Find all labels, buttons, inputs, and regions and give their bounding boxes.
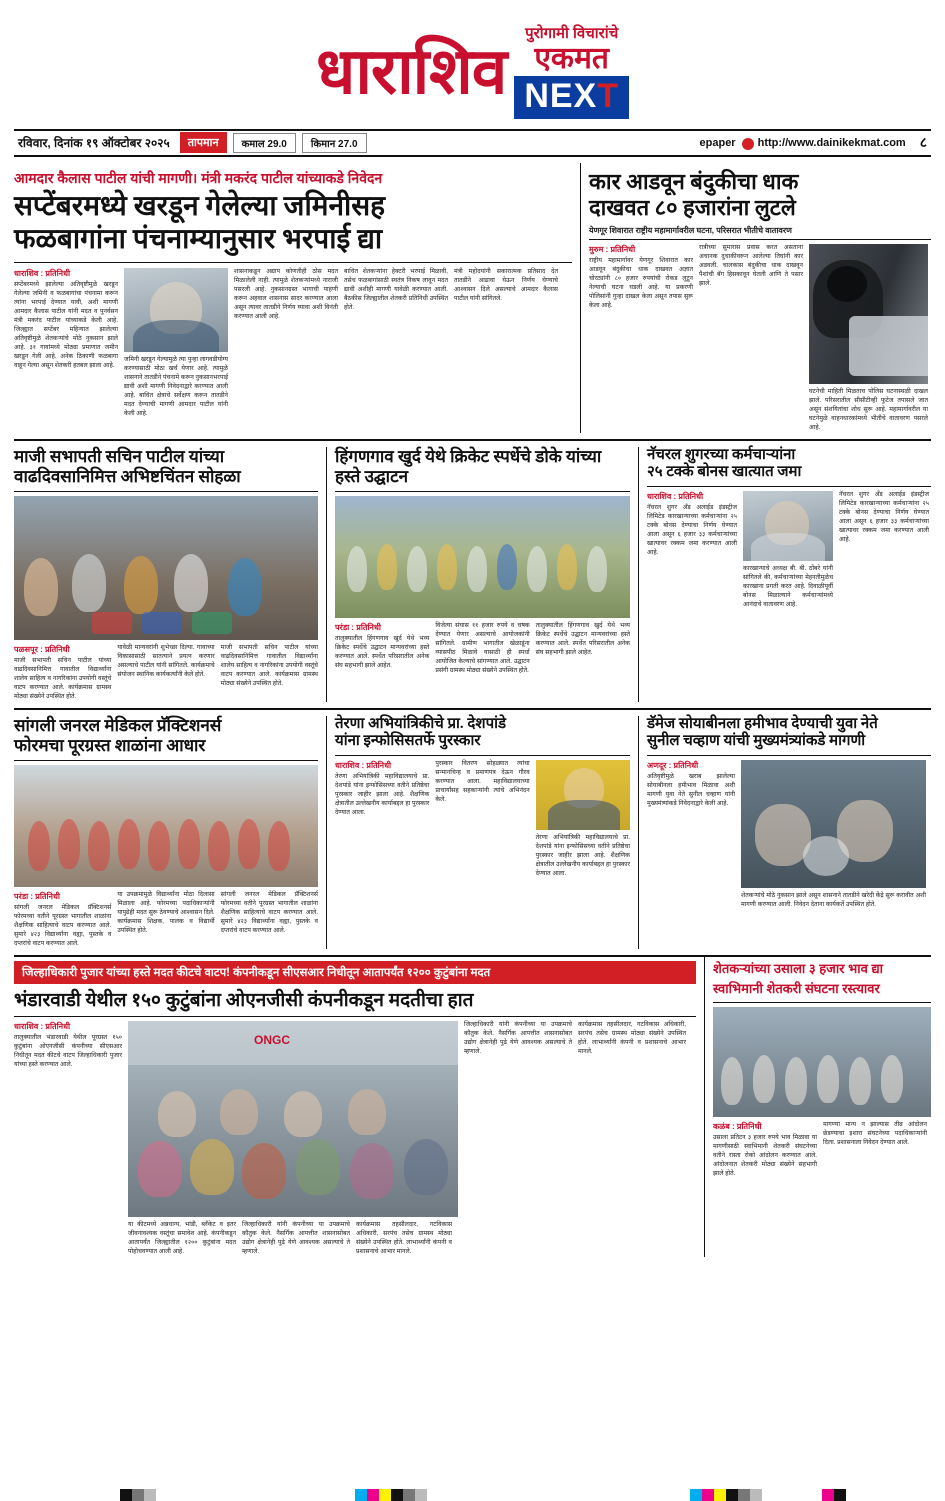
top-right-column-2 <box>699 244 803 433</box>
section-medical-column-1 <box>14 891 111 949</box>
bottom-right-article <box>704 957 931 1257</box>
temperature-max-label: कमाल <box>241 138 265 150</box>
lead-column-3 <box>234 268 338 419</box>
masthead-subtitle-large: एकमत <box>534 41 610 75</box>
bottom-column-2 <box>128 1221 236 1257</box>
lead-divider <box>14 262 572 263</box>
temperature-min <box>302 133 367 153</box>
section-bonus <box>638 447 931 702</box>
section-bonus-divider <box>647 486 931 487</box>
bottom-text-5: जिल्हाधिकारी यांनी कंपनीच्या या उपक्रमाचे कौतुक केले. नैसर्गिक आपत्तीत शासनासोबत उद्योग क्षेत्रानेही पुढे येणे आवश्यक असल्याचे ते म्हणाले. <box>464 1021 572 1055</box>
section-bonus-columns <box>647 491 931 610</box>
bottom-red-banner: जिल्हाधिकारी पुजार यांच्या हस्ते मदत कीटचे वाटप! कंपनीकडून सीएसआर निधीतून आतापर्यंत १२०० कुटुंबांना मदत <box>14 961 696 984</box>
bottom-column-1 <box>14 1021 122 1257</box>
section-soybean <box>638 716 931 949</box>
lead-text-3: शासनाकडून अद्याप कोणतीही ठोस मदत मिळालेली नाही. त्यामुळे शेतकऱ्यांमध्ये नाराजी पसरली आहे. नुकसानग्रस्त भागाची पाहणी करून अहवाल शासनास सादर करण्यात आला असून त्यावर तातडीने निर्णय घ्यावा अशी विनंती करण्यात आली आहे. <box>234 267 338 320</box>
section-medical-column-3 <box>221 891 318 949</box>
section-medical-headline-line1: सांगली जनरल मेडिकल प्रॅक्टिशनर्स <box>14 715 222 735</box>
section-birthday-photo <box>14 496 318 640</box>
next-logo-x: T <box>597 76 620 115</box>
middle-row-1 <box>14 441 931 702</box>
section-cricket-column-2 <box>435 622 529 676</box>
section-award-byline: धाराशिव : प्रतिनिधी <box>335 760 392 770</box>
bottom-right-divider <box>713 1002 931 1003</box>
bottom-columns <box>14 1021 696 1257</box>
top-right-headline-line1: कार आडवून बंदुकीचा धाक <box>589 168 799 194</box>
section-soybean-column-2 <box>741 760 926 910</box>
lead-column-1 <box>14 268 118 419</box>
section-birthday-headline-line1: माजी सभापती सचिन पाटील यांच्या <box>14 446 225 466</box>
temperature-max-value: 29.0 <box>267 138 287 150</box>
top-right-subhead: येणगूर शिवारात राष्ट्रीय महामार्गावरील घटना, परिसरात भीतीचे वातावरण <box>589 225 792 235</box>
section-medical-photo <box>14 765 318 887</box>
bottom-column-photo <box>128 1021 458 1257</box>
section-award-text-3: तेरणा अभियांत्रिकी महाविद्यालयाचे प्रा. देशपांडे यांना इन्फोसिसच्या वतीने प्रतिष्ठेचा पुरस्कार जाहीर झाला आहे. शैक्षणिक क्षेत्रातील उल्लेखनीय कार्याबद्दल हा पुरस्कार देण्यात आला. <box>535 833 630 877</box>
section-birthday-column-2 <box>117 644 214 702</box>
section-award-column-1 <box>335 760 429 879</box>
masthead-logo-group <box>514 26 629 119</box>
middle-row-2 <box>14 710 931 949</box>
section-cricket-text-1: तालुक्यातील हिंगणगाव खुर्द येथे भव्य क्रिकेट स्पर्धेचे उद्घाटन मान्यवरांच्या हस्ते करण्यात आले. स्पर्धेत परिसरातील अनेक संघ सहभागी झाले आहेत. <box>335 634 430 669</box>
section-birthday-text-2: यावेळी मान्यवरांनी शुभेच्छा दिल्या. गावाच्या विकासासाठी सातत्याने प्रयत्न करणार असल्याचे पाटील यांनी सांगितले. कार्यक्रमाचे संयोजन स्थानिक कार्यकर्त्यांनी केले होते. <box>117 643 215 678</box>
section-soybean-photo <box>741 760 926 888</box>
bottom-row <box>14 957 931 1257</box>
section-award-column-3 <box>536 760 630 879</box>
reg-seg-center <box>315 1489 630 1501</box>
section-soybean-columns <box>647 760 931 910</box>
masthead-title: धाराशिव <box>315 36 507 108</box>
section-cricket-column-3 <box>536 622 630 676</box>
section-soybean-headline-line2: सुनील चव्हाण यांची मुख्यमंत्र्यांकडे मागणी <box>647 733 866 750</box>
masthead-subtitle-small: पुरोगामी विचारांचे <box>525 25 619 42</box>
section-birthday-column-3 <box>221 644 318 702</box>
ongc-logo: ONGC <box>254 1033 290 1048</box>
lead-text-5: मंत्री महोदयांनी सकारात्मक प्रतिसाद देत तातडीने आढावा घेऊन निर्णय घेण्याचे आश्वासन दिले असल्याचे आमदार कैलास पाटील यांनी सांगितले. <box>454 267 558 302</box>
bottom-text-6: कार्यक्रमास तहसीलदार, गटविकास अधिकारी, सरपंच तसेच ग्रामस्थ मोठ्या संख्येने उपस्थित होते. लाभार्थ्यांनी कंपनी व प्रशासनाचे आभार मानले. <box>578 1021 686 1055</box>
section-birthday-headline-line2: वाढदिवसानिमित्त अभिष्टचिंतन सोहळा <box>14 466 241 486</box>
section-bonus-headline-line2: २५ टक्के बोनस खात्यात जमा <box>647 464 802 481</box>
website-url[interactable]: http://www.dainikekmat.com <box>757 136 906 149</box>
bottom-photo-sub-columns <box>128 1221 458 1257</box>
globe-icon <box>742 138 754 150</box>
section-award-divider <box>335 755 630 756</box>
section-medical-divider <box>14 760 318 761</box>
temperature-min-label: किमान <box>310 138 336 150</box>
section-birthday-text-3: माजी सभापती सचिन पाटील यांच्या वाढदिवसानिमित्त गावातील विद्यार्थ्यांना शालेय साहित्य व नागरिकांना उपयोगी वस्तूंचे वाटप करण्यात आले. कार्यक्रमास ग्रामस्थ मोठ्या संख्येने उपस्थित होते. <box>220 643 318 687</box>
top-right-divider <box>589 239 931 240</box>
bottom-text-3: जिल्हाधिकारी यांनी कंपनीच्या या उपक्रमाचे कौतुक केले. नैसर्गिक आपत्तीत शासनासोबत उद्योग क्षेत्रानेही पुढे येणे आवश्यक असल्याचे ते म्हणाले. <box>242 1221 350 1255</box>
section-award <box>326 716 638 949</box>
temperature-label: तापमान <box>180 132 227 153</box>
top-right-headline-line2: दाखवत ८० हजारांना लुटले <box>589 194 796 220</box>
bottom-right-columns <box>713 1121 931 1179</box>
section-bonus-column-1 <box>647 491 737 610</box>
section-cricket-byline: परंडा : प्रतिनिधी <box>335 622 381 632</box>
bottom-column-6 <box>578 1021 686 1257</box>
section-birthday <box>14 447 326 702</box>
bottom-text-4: कार्यक्रमास तहसीलदार, गटविकास अधिकारी, सरपंच तसेच ग्रामस्थ मोठ्या संख्येने उपस्थित होते. लाभार्थ्यांनी कंपनी व प्रशासनाचे आभार मानले. <box>356 1221 452 1255</box>
section-birthday-divider <box>14 491 318 492</box>
section-cricket <box>326 447 638 702</box>
lead-column-5 <box>454 268 558 419</box>
bottom-byline: धाराशिव : प्रतिनिधी <box>14 1022 71 1032</box>
top-right-article <box>580 163 931 433</box>
page-number: ८ <box>919 134 927 151</box>
bottom-column-4 <box>356 1221 452 1257</box>
section-birthday-column-1 <box>14 644 111 702</box>
section-bonus-photo-portrait <box>743 491 833 561</box>
bottom-right-column-1 <box>713 1121 817 1179</box>
lead-article <box>14 163 580 433</box>
bottom-photo-distribution <box>128 1021 458 1217</box>
lead-column-2 <box>124 268 228 419</box>
section-cricket-headline: हिंगणगाव खुर्द येथे क्रिकेट स्पर्धेचे डोके यांच्या हस्ते उद्घाटन <box>335 446 602 486</box>
bottom-column-3 <box>242 1221 350 1257</box>
section-award-headline-line2: यांना इन्फोसिसतर्फे पुरस्कार <box>335 733 481 750</box>
section-birthday-byline: पळसपूर : प्रतिनिधी <box>14 644 70 654</box>
section-bonus-text-1: नॅचरल शुगर अँड अलाईड इंडस्ट्रीज लिमिटेड कारखान्याच्या कर्मचाऱ्यांना २५ टक्के बोनस देण्याचा निर्णय घेण्यात आला असून ६ हजार ३३ कर्मचाऱ्यांच्या खात्यावर रक्कम जमा करण्यात आली आहे. <box>647 503 737 556</box>
section-birthday-columns <box>14 644 318 702</box>
bottom-right-kicker-line1: शेतकऱ्यांच्या उसाला ३ हजार भाव द्या <box>713 960 884 976</box>
top-right-photo-car-robbery <box>809 244 928 384</box>
section-bonus-text-2: कारखान्याचे अध्यक्ष बी. बी. ठोंबरे यांनी सांगितले की, कर्मचाऱ्यांच्या मेहनतीमुळेच कारखाना प्रगती करत आहे. दिवाळीपूर्वी बोनस मिळाल्याने कर्मचाऱ्यांमध्ये आनंदाचे वातावरण आहे. <box>743 564 833 608</box>
bottom-right-column-2 <box>823 1121 927 1179</box>
lead-text-1: सप्टेंबरमध्ये झालेल्या अतिवृष्टीमुळे खरडून गेलेल्या जमिनी व फळबागांचा पंचनामा करून त्यांना भरपाई देण्यात यावी, अशी मागणी आमदार कैलास पाटील यांनी मदत व पुनर्वसन मंत्री मकरंद पाटील यांच्याकडे केली आहे. जिल्ह्यात सप्टेंबर महिन्यात झालेल्या अतिवृष्टीमुळे शेतकऱ्यांचे मोठे नुकसान झाले आहे. ३१ गावांमध्ये मोठ्या प्रमाणात जमीन खरडून गेली आहे. अनेक ठिकाणी फळबागा वाहून गेल्या असून शेतकरी हतबल झाला आहे. <box>14 280 118 369</box>
section-bonus-text-3: नॅचरल शुगर अँड अलाईड इंडस्ट्रीज लिमिटेड कारखान्याच्या कर्मचाऱ्यांना २५ टक्के बोनस देण्याचा निर्णय घेण्यात आला असून ६ हजार ३३ कर्मचाऱ्यांच्या खात्यावर रक्कम जमा करण्यात आली आहे. <box>839 490 929 543</box>
section-medical-columns <box>14 891 318 949</box>
section-cricket-text-2: विजेत्या संघास ११ हजार रुपये व चषक देण्यात येणार असल्याचे आयोजकांनी सांगितले. ग्रामीण भागातील खेळाडूंना व्यासपीठ मिळावे यासाठी ही स्पर्धा आयोजित केल्याचे सांगण्यात आले. उद्घाटन प्रसंगी ग्रामस्थ मोठ्या संख्येने उपस्थित होते. <box>435 621 530 674</box>
section-award-column-2 <box>435 760 529 879</box>
section-award-photo-portrait <box>536 760 630 830</box>
lead-byline: धाराशिव : प्रतिनिधी <box>14 268 71 278</box>
section-bonus-byline: धाराशिव : प्रतिनिधी <box>647 491 704 501</box>
section-medical-column-2 <box>117 891 214 949</box>
lead-headline-line1: सप्टेंबरमध्ये खरडून गेलेल्या जमिनीसह <box>14 190 386 222</box>
lead-photo-portrait <box>124 268 228 352</box>
section-cricket-columns <box>335 622 630 676</box>
lead-text-2: जमिनी खरडून गेल्यामुळे त्या पुन्हा लागवडीयोग्य करण्यासाठी मोठा खर्च येणार आहे. त्यामुळे शासनाने तातडीने पंचनामे करून नुकसानभरपाई द्यावी अशी मागणी निवेदनाद्वारे करण्यात आली आहे. बाधित क्षेत्राचे सर्वेक्षण करून तातडीने मदत देण्याची मागणी आमदार पाटील यांनी केली आहे. <box>124 355 228 417</box>
lead-kicker: आमदार कैलास पाटील यांची मागणी। मंत्री मकरंद पाटील यांच्याकडे निवेदन <box>14 169 383 186</box>
section-soybean-text-1: अतिवृष्टीमुळे खराब झालेल्या सोयाबीनला हमीभाव मिळावा अशी मागणी युवा नेते सुनील चव्हाण यांनी मुख्यमंत्र्यांकडे निवेदनाद्वारे केली आहे. <box>647 772 735 807</box>
temperature-min-value: 27.0 <box>338 138 358 150</box>
section-medical-forum <box>14 716 326 949</box>
reg-seg-right <box>630 1489 945 1501</box>
bottom-right-text-1: उसाला प्रतिटन ३ हजार रुपये भाव मिळावा या मागणीसाठी स्वाभिमानी शेतकरी संघटनेच्या वतीने रास्ता रोको आंदोलन करण्यात आले. आंदोलनात शेतकरी मोठ्या संख्येने सहभागी झाले होते. <box>713 1133 817 1177</box>
bottom-right-photo-protest <box>713 1007 931 1117</box>
top-right-text-3: घटनेची माहिती मिळताच पोलिस घटनास्थळी दाखल झाले. परिसरातील सीसीटीव्ही फुटेज तपासले जात असून संशयितांचा शोध सुरू आहे. महामार्गावरील या घटनेमुळे वाहनधारकांमध्ये भीतीचे वातावरण पसरले आहे. <box>809 387 928 431</box>
lead-columns <box>14 268 572 419</box>
info-bar <box>14 129 931 157</box>
section-award-text-2: पुरस्कार वितरण सोहळ्यात त्यांचा सन्मानचिन्ह व प्रमाणपत्र देऊन गौरव करण्यात आला. महाविद्यालयाच्या प्राचार्यांसह सहकाऱ्यांनी त्यांचे अभिनंदन केले. <box>435 759 530 803</box>
top-row <box>14 163 931 433</box>
section-award-columns <box>335 760 630 879</box>
section-cricket-text-3: तालुक्यातील हिंगणगाव खुर्द येथे भव्य क्रिकेट स्पर्धेचे उद्घाटन मान्यवरांच्या हस्ते करण्यात आले. स्पर्धेत परिसरातील अनेक संघ सहभागी झाले आहेत. <box>535 621 630 656</box>
top-right-text-1: राष्ट्रीय महामार्गावर येणगूर शिवारात कार आडवून बंदुकीचा धाक दाखवत अज्ञात चोरट्यांनी ८० हजार रुपयांची रोकड लुटून नेल्याची घटना घडली आहे. या प्रकरणी पोलिसांनी गुन्हा दाखल केला असून तपास सुरू केला आहे. <box>589 256 693 309</box>
bottom-column-5 <box>464 1021 572 1257</box>
temperature-max <box>233 133 296 153</box>
section-soybean-text-2: शेतकऱ्यांचे मोठे नुकसान झाले असून शासनाने तातडीने खरेदी केंद्रे सुरू करावीत अशी मागणी करण्यात आली. निवेदन देताना कार्यकर्ते उपस्थित होते. <box>741 891 926 908</box>
masthead <box>14 0 931 129</box>
section-medical-text-1: सांगली जनरल मेडिकल प्रॅक्टिशनर्स फोरमच्या वतीने पूरग्रस्त भागातील शाळांना शैक्षणिक साहित्याचे वाटप करण्यात आले. सुमारे ४२३ विद्यार्थ्यांना वह्या, पुस्तके व दप्तरांचे वाटप करण्यात आले. <box>14 903 112 947</box>
section-cricket-photo <box>335 496 630 618</box>
section-soybean-divider <box>647 755 931 756</box>
lead-column-4 <box>344 268 448 419</box>
section-soybean-column-1 <box>647 760 735 910</box>
section-medical-text-3: सांगली जनरल मेडिकल प्रॅक्टिशनर्स फोरमच्या वतीने पूरग्रस्त भागातील शाळांना शैक्षणिक साहित्याचे वाटप करण्यात आले. सुमारे ४२३ विद्यार्थ्यांना वह्या, पुस्तके व दप्तरांचे वाटप करण्यात आले. <box>220 890 318 934</box>
section-cricket-divider <box>335 491 630 492</box>
top-right-byline: मुरुम : प्रतिनिधी <box>589 244 636 254</box>
bottom-text-2: या कीटमध्ये अन्नधान्य, भांडी, ब्लँकेट व इतर जीवनावश्यक वस्तूंचा समावेश आहे. कंपनीकडून आतापर्यंत जिल्ह्यातील १२०० कुटुंबांना मदत पोहोचवण्यात आली आहे. <box>128 1221 236 1255</box>
next-logo <box>514 76 629 119</box>
lead-headline-line2: फळबागांना पंचनाम्यानुसार भरपाई द्या <box>14 223 383 255</box>
reg-seg-left <box>0 1489 315 1501</box>
section-medical-headline-line2: फोरमचा पूरग्रस्त शाळांना आधार <box>14 735 206 755</box>
section-bonus-column-2 <box>743 491 833 610</box>
top-right-columns <box>589 244 931 433</box>
epaper-label: epaper <box>699 136 736 149</box>
section-award-text-1: तेरणा अभियांत्रिकी महाविद्यालयाचे प्रा. देशपांडे यांना इन्फोसिसच्या वतीने प्रतिष्ठेचा पुरस्कार जाहीर झाला आहे. शैक्षणिक क्षेत्रातील उल्लेखनीय कार्याबद्दल हा पुरस्कार देण्यात आला. <box>335 772 430 816</box>
section-birthday-text-1: माजी सभापती सचिन पाटील यांच्या वाढदिवसानिमित्त गावातील विद्यार्थ्यांना शालेय साहित्य व नागरिकांना उपयोगी वस्तूंचे वाटप करण्यात आले. कार्यक्रमास ग्रामस्थ मोठ्या संख्येने उपस्थित होते. <box>14 656 112 700</box>
next-logo-text: NEX <box>524 76 598 115</box>
top-right-column-1 <box>589 244 693 433</box>
section-medical-byline: परंडा : प्रतिनिधी <box>14 891 60 901</box>
section-soybean-headline-line1: डॅमेज सोयाबीनला हमीभाव देण्याची युवा नेते <box>647 715 878 732</box>
section-cricket-column-1 <box>335 622 429 676</box>
bottom-right-kicker-line2: स्वाभिमानी शेतकरी संघटना रस्त्यावर <box>713 980 880 996</box>
bottom-divider <box>14 1016 696 1017</box>
section-award-headline-line1: तेरणा अभियांत्रिकीचे प्रा. देशपांडे <box>335 715 507 732</box>
section-bonus-column-3 <box>839 491 929 610</box>
bottom-main-article <box>14 957 704 1257</box>
bottom-right-text-2: मागण्या मान्य न झाल्यास तीव्र आंदोलन छेडण्याचा इशारा संघटनेच्या पदाधिकाऱ्यांनी दिला. प्रशासनाला निवेदन देण्यात आले. <box>823 1120 927 1146</box>
top-right-text-2: रात्रीच्या सुमारास प्रवास करत असताना अचानक दुचाकीवरून आलेल्या तिघांनी कार अडवली. चालकास बंदुकीचा धाक दाखवून पैशांची बॅग हिसकावून घेतली आणि ते पसार झाले. <box>699 243 803 287</box>
bottom-text-1: तालुक्यातील भंडारवाडी येथील पूरग्रस्त १५० कुटुंबांना ओएनजीसी कंपनीच्या सीएसआर निधीतून मदत कीटचे वाटप जिल्हाधिकारी पुजार यांच्या हस्ते करण्यात आले. <box>14 1034 122 1068</box>
bottom-headline: भंडारवाडी येथील १५० कुटुंबांना ओएनजीसी कंपनीकडून मदतीचा हात <box>14 989 474 1011</box>
section-bonus-headline-line1: नॅचरल शुगरच्या कर्मचाऱ्यांना <box>647 446 796 463</box>
lead-text-4: बाधित शेतकऱ्यांना हेक्टरी भरपाई मिळावी, तसेच फळबागांसाठी स्वतंत्र निकष लावून मदत द्यावी अशीही मागणी यावेळी करण्यात आली. बैठकीस जिल्ह्यातील शेतकरी प्रतिनिधी उपस्थित होते. <box>344 267 448 311</box>
section-medical-text-2: या उपक्रमामुळे विद्यार्थ्यांना मोठा दिलासा मिळाला आहे. फोरमच्या पदाधिकाऱ्यांनी यापुढेही मदत सुरू ठेवण्याचे आश्वासन दिले. कार्यक्रमास शिक्षक, पालक व विद्यार्थी उपस्थित होते. <box>117 890 215 934</box>
bottom-right-byline: कळंब : प्रतिनिधी <box>713 1121 762 1131</box>
color-registration-bar <box>0 1489 945 1501</box>
section-soybean-byline: अणदूर : प्रतिनिधी <box>647 760 699 770</box>
top-right-column-3 <box>809 244 928 433</box>
publication-date: रविवार, दिनांक १९ ऑक्टोबर २०२५ <box>18 136 170 151</box>
